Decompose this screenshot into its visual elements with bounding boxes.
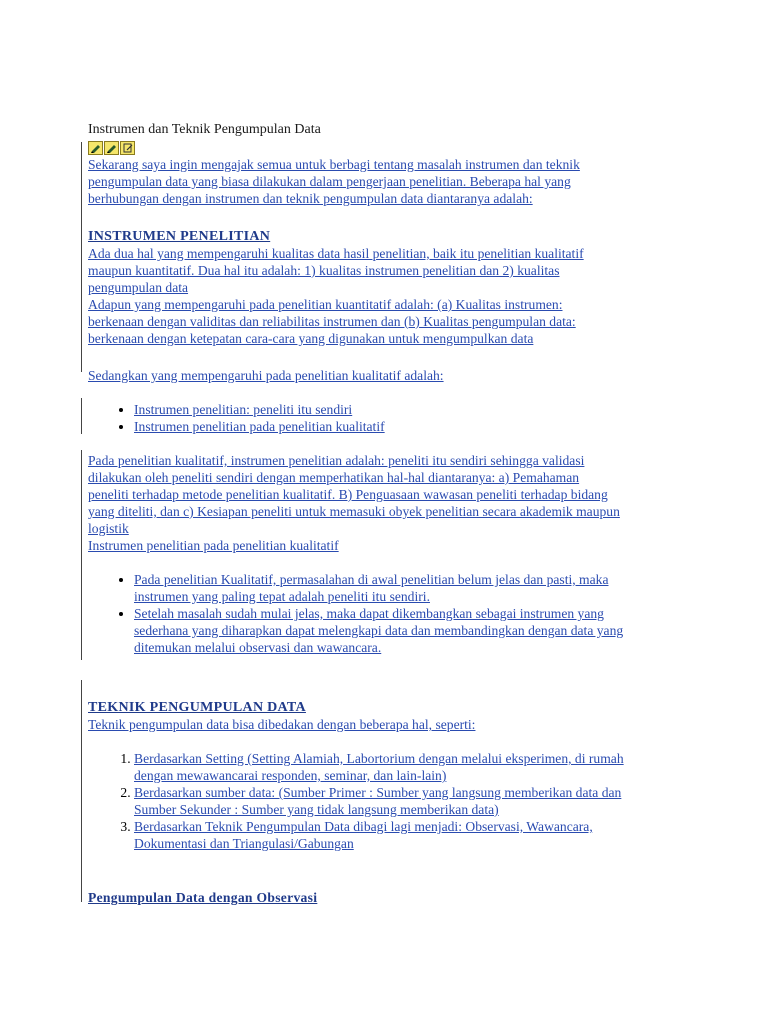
section-heading-instrumen[interactable]: INSTRUMEN PENELITIAN xyxy=(88,229,271,244)
left-rule xyxy=(81,142,82,372)
list-item xyxy=(134,571,698,605)
paragraph-line[interactable]: pengumpulan data xyxy=(88,280,189,295)
document-title: Instrumen dan Teknik Pengumpulan Data xyxy=(88,122,321,137)
intro-line[interactable]: Sekarang saya ingin mengajak semua untuk berbagi tentang masalah instrumen dan teknik xyxy=(88,157,580,172)
paragraph-line[interactable]: peneliti terhadap metode penelitian kualitatif. B) Penguasaan wawasan peneliti terhadap bidang xyxy=(88,487,608,502)
list-item-text[interactable]: Instrumen penelitian pada penelitian kualitatif xyxy=(134,419,385,434)
document-body xyxy=(88,156,698,906)
list-item xyxy=(134,750,698,784)
list-item-text[interactable]: Berdasarkan Teknik Pengumpulan Data dibagi lagi menjadi: Observasi, Wawancara, xyxy=(134,819,593,834)
bullet-list-1 xyxy=(88,401,698,435)
list-item-text[interactable]: instrumen yang paling tepat adalah peneliti itu sendiri. xyxy=(134,589,430,604)
section-heading-observasi[interactable]: Pengumpulan Data dengan Observasi xyxy=(88,890,318,905)
paragraph-line[interactable]: Instrumen penelitian pada penelitian kualitatif xyxy=(88,538,339,553)
list-item-text[interactable]: Instrumen penelitian: peneliti itu sendiri xyxy=(134,402,353,417)
list-item xyxy=(134,818,698,852)
list-item-text[interactable]: dengan mewawancarai responden, seminar, dan lain-lain) xyxy=(134,768,447,783)
toolbar-icons xyxy=(88,141,136,155)
intro-line[interactable]: pengumpulan data yang biasa dilakukan dalam pengerjaan penelitian. Beberapa hal yang xyxy=(88,174,571,189)
list-item-text[interactable]: sederhana yang diharapkan dapat melengkapi data dan membandingkan dengan data yang xyxy=(134,623,624,638)
list-item xyxy=(134,401,698,418)
list-item-text[interactable]: Sumber Sekunder : Sumber yang tidak langsung memberikan data) xyxy=(134,802,499,817)
list-item xyxy=(134,605,698,656)
list-item-text[interactable]: Setelah masalah sudah mulai jelas, maka dapat dikembangkan sebagai instrumen yang xyxy=(134,606,604,621)
paragraph-line[interactable]: berkenaan dengan ketepatan cara-cara yang digunakan untuk mengumpulkan data xyxy=(88,331,534,346)
list-item xyxy=(134,784,698,818)
section-heading-teknik[interactable]: TEKNIK PENGUMPULAN DATA xyxy=(88,700,306,715)
paragraph-line[interactable]: dilakukan oleh peneliti sendiri dengan memperhatikan hal-hal diantaranya: a) Pemahaman xyxy=(88,470,580,485)
list-item-text[interactable]: Berdasarkan Setting (Setting Alamiah, Labortorium dengan melalui eksperimen, di rumah xyxy=(134,751,624,766)
list-item xyxy=(134,418,698,435)
left-rule xyxy=(81,450,82,660)
paragraph-line[interactable]: yang diteliti, dan c) Kesiapan peneliti untuk memasuki obyek penelitian secara akademik maupun xyxy=(88,504,620,519)
paragraph-line[interactable]: logistik xyxy=(88,521,129,536)
list-item-text[interactable]: Dokumentasi dan Triangulasi/Gabungan xyxy=(134,836,354,851)
list-item-text[interactable]: Pada penelitian Kualitatif, permasalahan di awal penelitian belum jelas dan pasti, maka xyxy=(134,572,609,587)
pencil-icon[interactable] xyxy=(88,141,103,155)
paragraph-line[interactable]: Ada dua hal yang mempengaruhi kualitas data hasil penelitian, baik itu penelitian kualitatif xyxy=(88,246,584,261)
numbered-list xyxy=(88,750,698,852)
paragraph-line[interactable]: berkenaan dengan validitas dan reliabilitas instrumen dan (b) Kualitas pengumpulan data: xyxy=(88,314,576,329)
left-rule xyxy=(81,680,82,902)
paragraph-line[interactable]: Sedangkan yang mempengaruhi pada penelitian kualitatif adalah: xyxy=(88,368,444,383)
paragraph-line[interactable]: Teknik pengumpulan data bisa dibedakan dengan beberapa hal, seperti: xyxy=(88,717,476,732)
paragraph-line[interactable]: maupun kuantitatif. Dua hal itu adalah: 1) kualitas instrumen penelitian dan 2) kualitas xyxy=(88,263,560,278)
bullet-list-2 xyxy=(88,571,698,656)
pencil-icon[interactable] xyxy=(104,141,119,155)
list-item-text[interactable]: Berdasarkan sumber data: (Sumber Primer : Sumber yang langsung memberikan data dan xyxy=(134,785,622,800)
paragraph-line[interactable]: Adapun yang mempengaruhi pada penelitian kuantitatif adalah: (a) Kualitas instrumen: xyxy=(88,297,563,312)
edit-icon[interactable] xyxy=(120,141,135,155)
paragraph-line[interactable]: Pada penelitian kualitatif, instrumen penelitian adalah: peneliti itu sendiri sehingga validasi xyxy=(88,453,585,468)
left-rule xyxy=(81,398,82,434)
list-item-text[interactable]: ditemukan melalui observasi dan wawancara. xyxy=(134,640,382,655)
intro-line[interactable]: berhubungan dengan instrumen dan teknik pengumpulan data diantaranya adalah: xyxy=(88,191,533,206)
